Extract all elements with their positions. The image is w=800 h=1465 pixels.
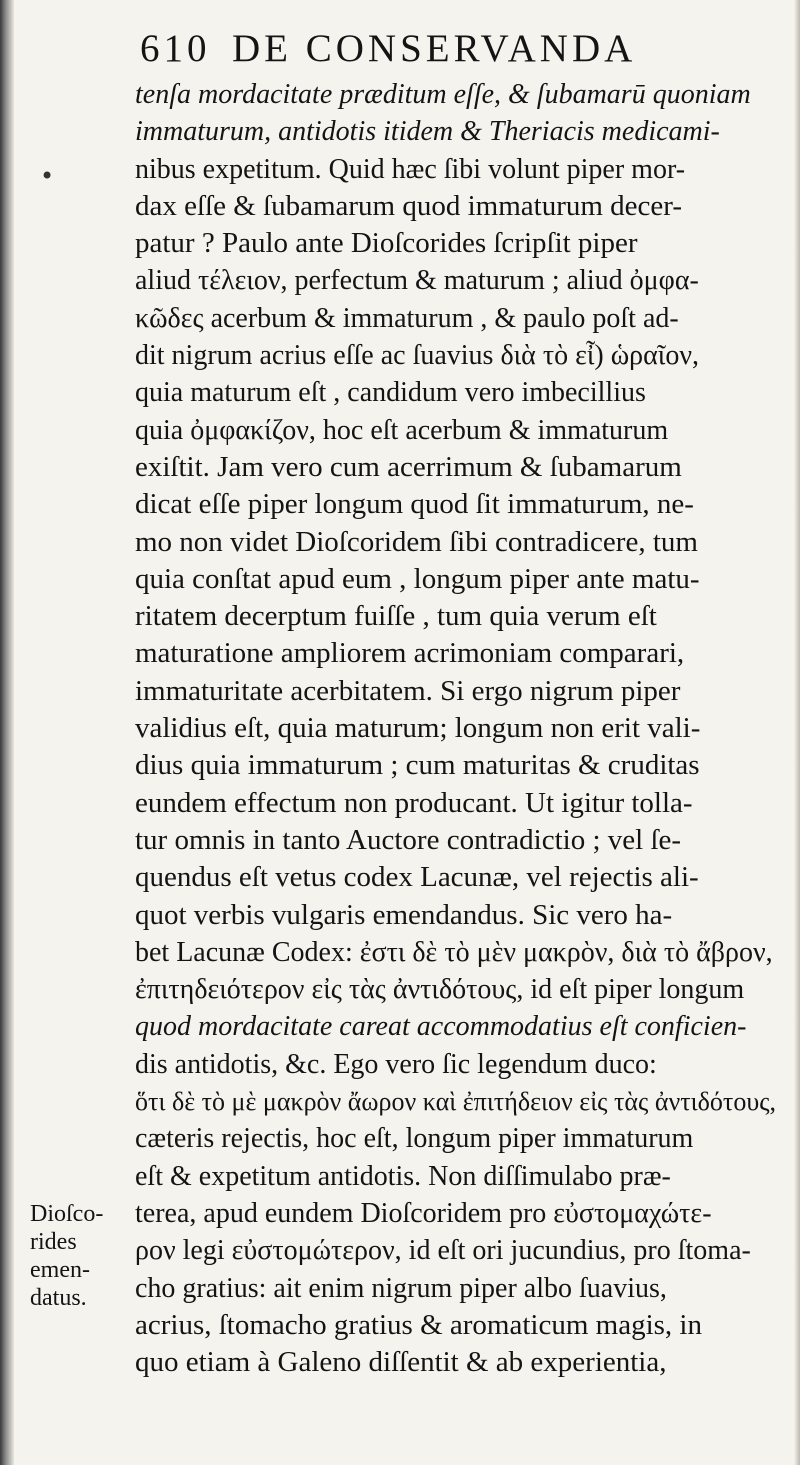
text-line: ritatem decerptum fuiſſe , tum quia verum eſt [135,600,657,633]
text-line: quia maturum eſt , candidum vero imbecillius [135,377,646,409]
page-edge [794,0,800,1465]
text-line: patur ? Paulo ante Dioſcorides ſcripſit piper [135,227,638,260]
body-text [135,76,785,1381]
page-header [140,26,780,76]
text-line: acrius, ſtomacho gratius & aromaticum magis, in [135,1308,702,1341]
text-line: dit nigrum acrius eſſe ac ſuavius διὰ τὸ εἶ) ὡραῖον, [135,340,699,372]
text-line: quia conſtat apud eum , longum piper ante matu- [135,562,700,595]
text-line: ὅτι δὲ τὸ μὲ μακρὸν ἄωρον καὶ ἐπιτήδειον εἰς τὰς ἀντιδότους, [135,1087,777,1117]
text-line: cho gratius: ait enim nigrum piper albo ſuavius, [135,1272,667,1304]
margin-note-line: rides [30,1229,77,1255]
text-line: immaturitate acerbitatem. Si ergo nigrum piper [135,674,681,707]
text-line: quod mordacitate careat accommodatius eſt conficien- [135,1011,747,1043]
text-line: maturatione ampliorem acrimoniam comparari, [135,637,685,670]
text-line: cæteris rejectis, hoc eſt, longum piper immaturum [135,1123,694,1155]
text-line: mo non videt Dioſcoridem ſibi contradicere, tum [135,525,698,558]
page-gutter-shadow [0,0,14,1465]
text-line: eſt & expetitum antidotis. Non diſſimulabo præ- [135,1160,671,1192]
text-line: exiſtit. Jam vero cum acerrimum & ſubamarum [135,450,682,483]
margin-note-line: Dioſco- [30,1201,104,1227]
text-line: quo etiam à Galeno diſſentit & ab experientia, [135,1346,667,1379]
margin-note-line: emen- [30,1257,90,1283]
running-title: DE CONSERVANDA [232,27,637,70]
text-line: quot verbis vulgaris emendandus. Sic vero ha- [135,898,673,931]
margin-bullet: • [40,162,55,190]
margin-note-line: datus. [30,1285,87,1311]
text-line: aliud τέλειον, perfectum & maturum ; aliud ὀμφα- [135,265,699,297]
text-line: tenſa mordacitate præditum eſſe, & ſubamarū quoniam [135,79,751,110]
text-line: ἐπιτηδειότερον εἰς τὰς ἀντιδότους, id eſt piper longum [135,974,745,1006]
margin-note [30,1200,126,1312]
text-line: immaturum, antidotis itidem & Theriacis medicami- [135,116,720,148]
text-line: validius eſt, quia maturum; longum non erit vali- [135,712,701,745]
text-line: bet Lacunæ Codex: ἐστι δὲ τὸ μὲν μακρὸν, διὰ τὸ ἄβρον, [135,936,773,968]
text-line: κῶδες acerbum & immaturum , & paulo poſt ad- [135,302,679,334]
text-line: tur omnis in tanto Auctore contradictio ; vel ſe- [135,823,682,856]
text-line: quendus eſt vetus codex Lacunæ, vel rejectis ali- [135,861,699,894]
text-line: ρον legi εὐστομώτερον, id eſt ori jucundius, pro ſtoma- [135,1235,751,1267]
text-line: dax eſſe & ſubamarum quod immaturum decer- [135,189,683,222]
text-line: nibus expetitum. Quid hæc ſibi volunt piper mor- [135,153,686,185]
page-number: 610 [140,27,211,70]
text-line: dius quia immaturum ; cum maturitas & cruditas [135,749,700,782]
text-line: quia ὀμφακίζον, hoc eſt acerbum & immaturum [135,414,669,446]
text-line: terea, apud eundem Dioſcoridem pro εὐστομαχώτε- [135,1197,712,1229]
text-line: dicat eſſe piper longum quod ſit immaturum, ne- [135,488,694,521]
text-line: eundem effectum non producant. Ut igitur tolla- [135,786,693,819]
text-line: dis antidotis, &c. Ego vero ſic legendum duco: [135,1048,657,1080]
